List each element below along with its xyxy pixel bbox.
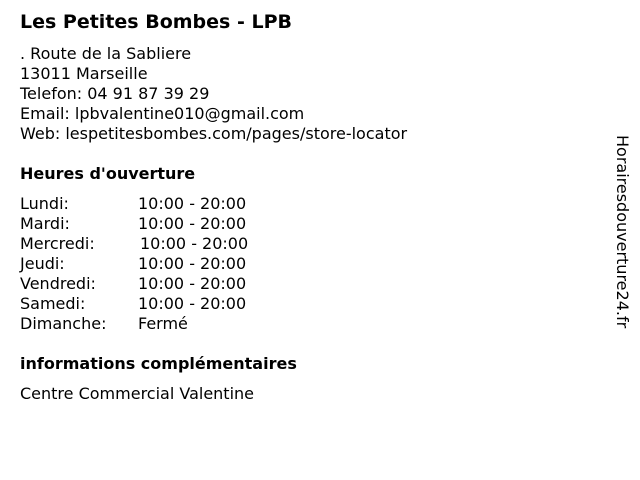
day-label: Samedi: bbox=[20, 294, 86, 313]
store-web: Web: lespetitesbombes.com/pages/store-locator bbox=[20, 124, 408, 143]
hours-row-friday bbox=[20, 274, 320, 294]
store-contact-block bbox=[20, 44, 407, 144]
additional-info-text: Centre Commercial Valentine bbox=[20, 384, 255, 403]
opening-hours-heading: Heures d'ouverture bbox=[20, 164, 196, 183]
hours-row-saturday bbox=[20, 294, 320, 314]
day-hours: 10:00 - 20:00 bbox=[138, 294, 247, 313]
day-hours: 10:00 - 20:00 bbox=[140, 234, 249, 253]
store-city: 13011 Marseille bbox=[20, 64, 148, 83]
additional-info-heading: informations complémentaires bbox=[20, 354, 297, 373]
opening-hours-table bbox=[20, 194, 320, 334]
hours-row-tuesday bbox=[20, 214, 320, 234]
hours-row-wednesday bbox=[20, 234, 320, 254]
day-label: Mercredi: bbox=[20, 234, 95, 253]
day-label: Mardi: bbox=[20, 214, 70, 233]
day-hours: Fermé bbox=[138, 314, 188, 333]
store-phone: Telefon: 04 91 87 39 29 bbox=[20, 84, 210, 103]
store-street: . Route de la Sabliere bbox=[20, 44, 192, 63]
site-watermark-text: Horairesdouverture24.fr bbox=[613, 135, 632, 329]
day-label: Vendredi: bbox=[20, 274, 96, 293]
day-hours: 10:00 - 20:00 bbox=[138, 254, 247, 273]
hours-row-monday bbox=[20, 194, 320, 214]
day-hours: 10:00 - 20:00 bbox=[138, 214, 247, 233]
store-title: Les Petites Bombes - LPB bbox=[20, 11, 292, 33]
day-label: Jeudi: bbox=[20, 254, 65, 273]
day-label: Dimanche: bbox=[20, 314, 107, 333]
day-hours: 10:00 - 20:00 bbox=[138, 194, 247, 213]
day-hours: 10:00 - 20:00 bbox=[138, 274, 247, 293]
hours-row-sunday bbox=[20, 314, 320, 334]
hours-row-thursday bbox=[20, 254, 320, 274]
day-label: Lundi: bbox=[20, 194, 69, 213]
store-email: Email: lpbvalentine010@gmail.com bbox=[20, 104, 305, 123]
